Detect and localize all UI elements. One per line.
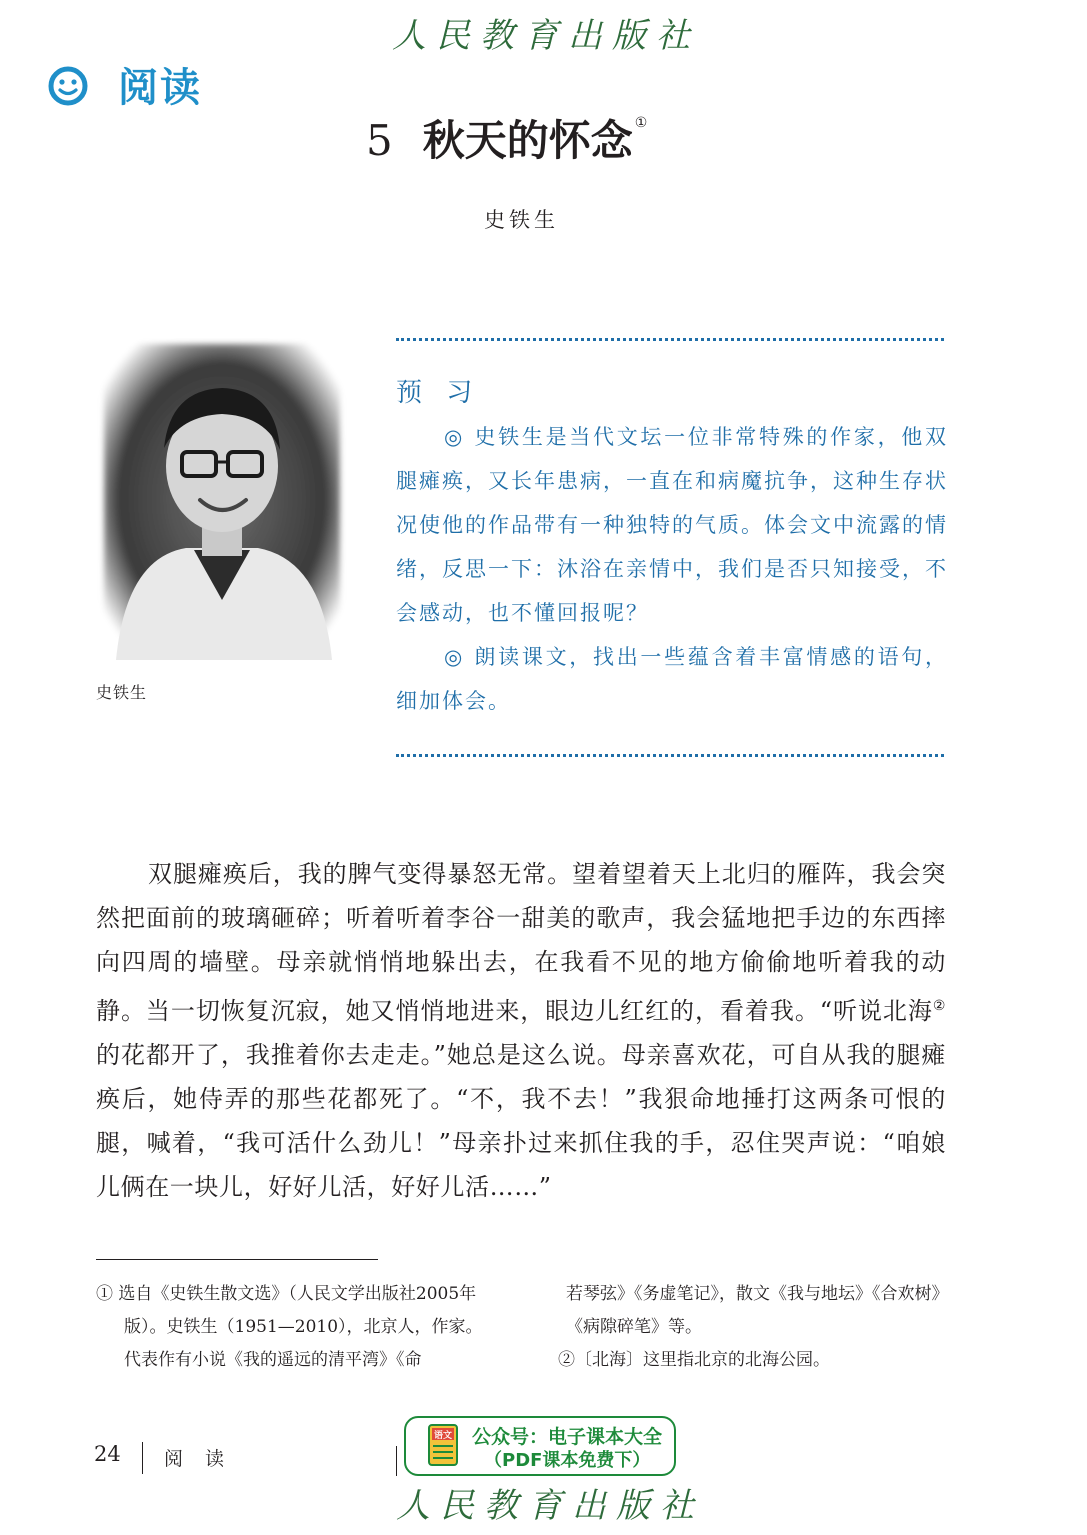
preview-divider-top <box>396 338 944 341</box>
preview-box <box>396 372 948 723</box>
lesson-number: 5 <box>366 116 393 165</box>
preview-item: ◎ 朗读课文，找出一些蕴含着丰富情感的语句，细加体会。 <box>396 645 948 713</box>
publisher-logo-top: 人民教育出版社 <box>392 16 700 56</box>
preview-divider-bottom <box>396 754 944 757</box>
footnote-column-left <box>96 1278 498 1377</box>
badge-line-1: 公众号：电子课本大全 <box>472 1426 663 1448</box>
body-text-part: 双腿瘫痪后，我的脾气变得暴怒无常。望着望着天上北归的雁阵，我会突然把面前的玻璃砸碎；听着听着李谷一甜美的歌声，我会猛地把手边的东西摔向四周的墙壁。母亲就悄悄地躲出去，在我看不见的地方偷偷地听着我的动静。当一切恢复沉寂，她又悄悄地进来，眼边儿红红的，看着我。“听说北海 <box>96 860 946 1025</box>
badge-icon-text: 语文 <box>433 1431 453 1441</box>
footnote-mark-2[interactable]: ② <box>932 998 946 1014</box>
footnote-column-right <box>558 1278 950 1377</box>
lesson-title <box>366 108 647 168</box>
body-paragraph <box>96 852 946 1209</box>
author-name: 史铁生 <box>484 208 559 232</box>
page-number: 24 <box>94 1442 121 1466</box>
footer-section-label: 阅 读 <box>164 1448 233 1470</box>
book-icon <box>428 1424 458 1466</box>
body-text <box>96 852 946 1209</box>
footnote-1: ① 选自《史铁生散文选》（人民文学出版社2005年版）。史铁生（1951—2010），北京人，作家。代表作有小说《我的遥远的清平湾》《命 <box>96 1284 483 1370</box>
footnote-1-continued: 若琴弦》《务虚笔记》，散文《我与地坛》《合欢树》《病隙碎笔》等。 <box>566 1284 949 1337</box>
footer-divider <box>142 1442 143 1474</box>
footnote-rule <box>96 1259 378 1260</box>
lesson-title-text: 秋天的怀念 <box>422 116 633 165</box>
title-footnote-mark[interactable]: ① <box>634 115 648 131</box>
footnote-2: ②〔北海〕这里指北京的北海公园。 <box>558 1350 830 1370</box>
publisher-logo-bottom: 人民教育出版社 <box>396 1486 704 1526</box>
footer-divider <box>396 1446 397 1476</box>
preview-item: ◎ 史铁生是当代文坛一位非常特殊的作家，他双腿瘫痪，又长年患病，一直在和病魔抗争，这种生存状况使他的作品带有一种独特的气质。体会文中流露的情绪，反思一下：沐浴在亲情中，我们是否只知接受，不会感动，也不懂回报呢？ <box>396 425 948 625</box>
photo-caption: 史铁生 <box>96 683 148 702</box>
preview-heading: 预 习 <box>396 378 481 408</box>
badge-line-2: （PDF课本免费下） <box>484 1450 651 1471</box>
smiley-icon <box>48 66 88 106</box>
section-label: 阅读 <box>118 65 202 111</box>
body-text-part: 的花都开了，我推着你去走走。”她总是这么说。母亲喜欢花，可自从我的腿瘫痪后，她侍弄的那些花都死了。“不，我不去！”我狠命地捶打这两条可恨的腿，喊着，“我可活什么劲儿！”母亲扑过来抓住我的手，忍住哭声说：“咱娘儿俩在一块儿，好好儿活，好好儿活……” <box>96 1041 946 1201</box>
author-photo <box>96 338 348 660</box>
watermark-badge <box>404 1416 676 1476</box>
